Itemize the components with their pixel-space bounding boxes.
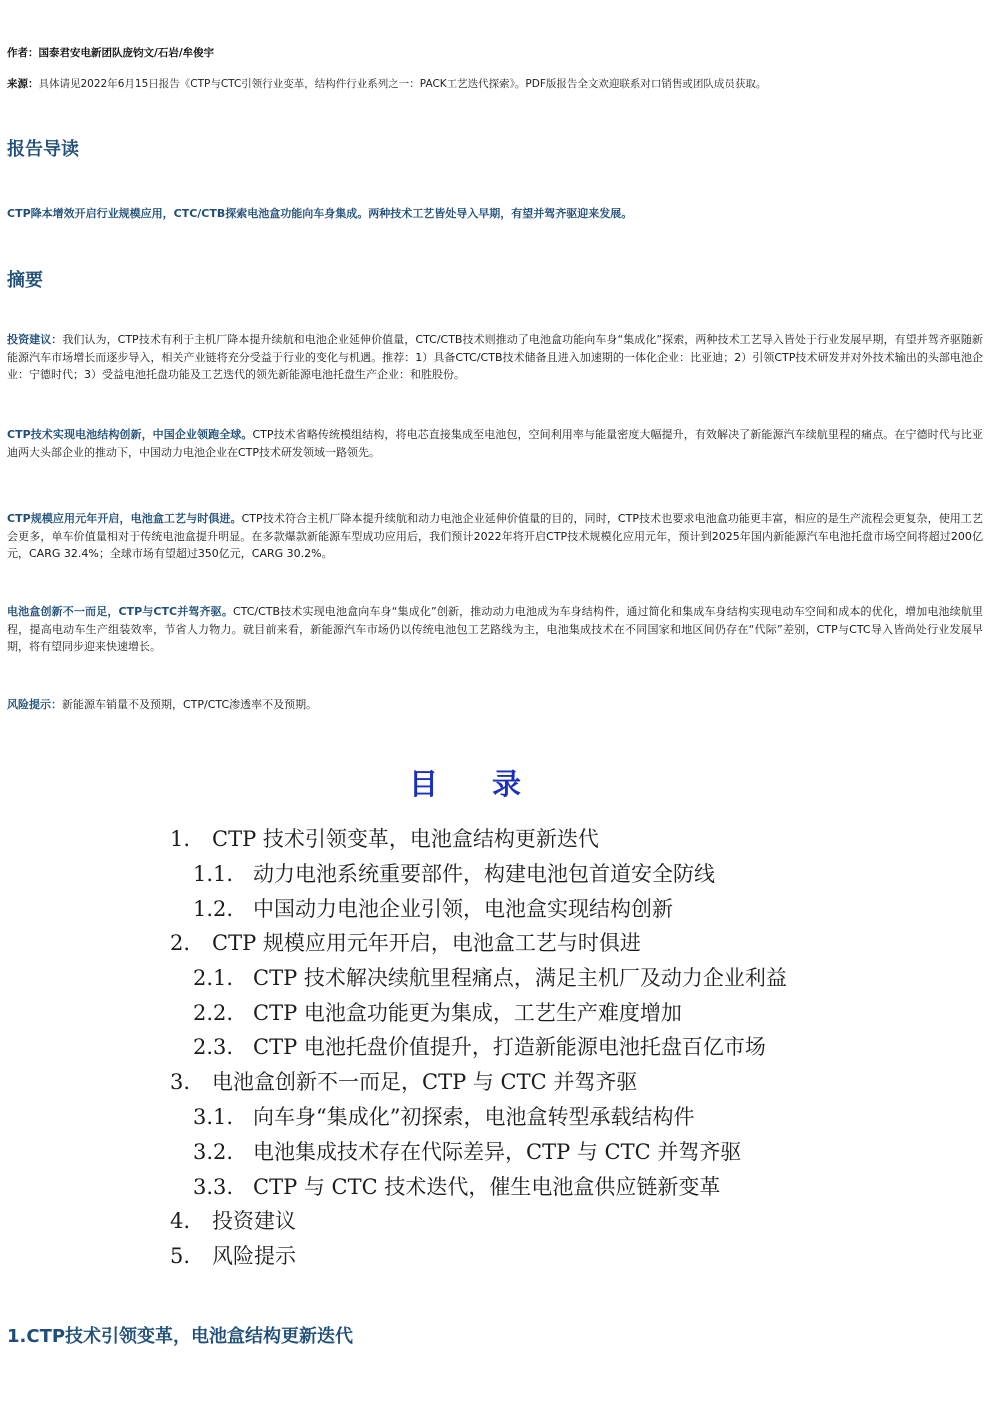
source-value: 具体请见2022年6月15日报告《CTP与CTC引领行业变革，结构件行业系列之一：PACK工艺迭代探索》。PDF版报告全文欢迎联系对口销售或团队成员获取。 bbox=[38, 78, 767, 90]
toc-number: 3. bbox=[170, 1070, 191, 1094]
para-keyword: 投资建议： bbox=[7, 333, 63, 346]
toc-number: 1. bbox=[170, 827, 191, 851]
guide-heading: 报告导读 bbox=[7, 139, 79, 160]
toc-number: 2.1. bbox=[193, 966, 234, 990]
toc-text: CTP 规模应用元年开启，电池盒工艺与时俱进 bbox=[212, 931, 641, 955]
summary-para-investment bbox=[7, 331, 983, 384]
toc-item-1-1[interactable] bbox=[193, 858, 715, 888]
para-text: CTC/CTB技术实现电池盒向车身“集成化”创新，推动动力电池成为车身结构件，通过简化和集成车身结构实现电动车空间和成本的优化，增加电池续航里程，提高电动车生产组装效率，节省人力物力。就目前来看，新能源汽车市场仍以传统电池包工艺路线为主，电池集成技术在不同国家和地区间仍存在“代际”差别，CTP与CTC导入皆尚处行业发展早期，将有望同步迎来快速增长。 bbox=[7, 605, 983, 653]
toc-number: 5. bbox=[170, 1244, 191, 1268]
para-keyword: 电池盒创新不一而足，CTP与CTC并驾齐驱。 bbox=[7, 605, 233, 618]
toc-text: 风险提示 bbox=[212, 1244, 296, 1268]
toc-number: 3.3. bbox=[193, 1175, 234, 1199]
para-keyword: CTP规模应用元年开启，电池盒工艺与时俱进。 bbox=[7, 512, 242, 525]
toc-item-1-2[interactable] bbox=[193, 893, 673, 923]
toc-number: 2.2. bbox=[193, 1001, 234, 1025]
toc-number: 2.3. bbox=[193, 1035, 234, 1059]
para-text: CTP技术省略传统模组结构，将电芯直接集成至电池包，空间利用率与能量密度大幅提升，有效解决了新能源汽车续航里程的痛点。在宁德时代与比亚迪两大头部企业的推动下，中国动力电池企业在CTP技术研发领域一路领先。 bbox=[7, 428, 983, 459]
toc-text: 动力电池系统重要部件，构建电池包首道安全防线 bbox=[253, 862, 715, 886]
summary-para-ctp-scale bbox=[7, 510, 983, 563]
para-text: 我们认为，CTP技术有利于主机厂降本提升续航和电池企业延伸价值量，CTC/CTB技术则推动了电池盒功能向车身“集成化”探索，两种技术工艺导入皆处于行业发展早期，有望并驾齐驱随新能源汽车市场增长而逐步导入，相关产业链将充分受益于行业的变化与机遇。推荐：1）具备CTC/CTB技术储备且进入加速期的一体化企业：比亚迪；2）引领CTP技术研发并对外技术输出的头部电池企业：宁德时代；3）受益电池托盘功能及工艺迭代的领先新能源电池托盘生产企业：和胜股份。 bbox=[7, 333, 983, 381]
section-1-heading: 1.CTP技术引领变革，电池盒结构更新迭代 bbox=[7, 1326, 354, 1347]
author-line bbox=[7, 46, 214, 60]
source-label: 来源： bbox=[7, 78, 39, 90]
toc-text: CTP 电池托盘价值提升，打造新能源电池托盘百亿市场 bbox=[253, 1035, 766, 1059]
toc-item-5[interactable] bbox=[170, 1240, 296, 1270]
author-value: 国泰君安电新团队庞钧文/石岩/牟俊宇 bbox=[38, 47, 215, 59]
para-text: CTP技术符合主机厂降本提升续航和动力电池企业延伸价值量的目的，同时，CTP技术也要求电池盒功能更丰富，相应的是生产流程会更复杂，使用工艺会更多，单车价值量相对于传统电池盒提升明显。在多款爆款新能源车型成功应用后，我们预计2022年将开启CTP技术规模化应用元年，预计到2025年国内新能源汽车电池托盘市场空间将超过200亿元，CARG 32.4%；全球市场有望超过350亿元，CARG 30.2%。 bbox=[7, 512, 984, 560]
toc-number: 3.1. bbox=[193, 1105, 234, 1129]
toc-item-2-1[interactable] bbox=[193, 962, 787, 992]
guide-lead: CTP降本增效开启行业规模应用，CTC/CTB探索电池盒功能向车身集成。两种技术工艺皆处导入早期，有望并驾齐驱迎来发展。 bbox=[7, 207, 633, 220]
author-label: 作者： bbox=[7, 47, 39, 59]
toc-item-3[interactable] bbox=[170, 1066, 637, 1096]
toc-title: 目 录 bbox=[408, 767, 544, 801]
para-keyword: CTP技术实现电池结构创新，中国企业领跑全球。 bbox=[7, 428, 253, 441]
toc-item-3-3[interactable] bbox=[193, 1171, 720, 1201]
toc-text: 电池盒创新不一而足，CTP 与 CTC 并驾齐驱 bbox=[212, 1070, 638, 1094]
toc-text: CTP 电池盒功能更为集成，工艺生产难度增加 bbox=[253, 1001, 682, 1025]
toc-text: CTP 与 CTC 技术迭代，催生电池盒供应链新变革 bbox=[253, 1175, 721, 1199]
toc-item-3-2[interactable] bbox=[193, 1136, 741, 1166]
para-text: 新能源车销量不及预期，CTP/CTC渗透率不及预期。 bbox=[62, 698, 318, 711]
toc-item-2[interactable] bbox=[170, 927, 641, 957]
toc-item-1[interactable] bbox=[170, 823, 599, 853]
toc-number: 4. bbox=[170, 1209, 191, 1233]
toc-text: CTP 技术解决续航里程痛点，满足主机厂及动力企业利益 bbox=[253, 966, 787, 990]
toc-text: 中国动力电池企业引领，电池盒实现结构创新 bbox=[253, 897, 673, 921]
summary-heading: 摘要 bbox=[7, 270, 43, 291]
toc-number: 3.2. bbox=[193, 1140, 234, 1164]
summary-para-ctp-innovation bbox=[7, 426, 983, 461]
toc-text: CTP 技术引领变革，电池盒结构更新迭代 bbox=[212, 827, 599, 851]
summary-para-ctp-ctc bbox=[7, 603, 983, 656]
toc-text: 电池集成技术存在代际差异，CTP 与 CTC 并驾齐驱 bbox=[253, 1140, 742, 1164]
toc-item-2-3[interactable] bbox=[193, 1031, 766, 1061]
toc-number: 1.2. bbox=[193, 897, 234, 921]
toc-text: 投资建议 bbox=[212, 1209, 296, 1233]
summary-para-risk bbox=[7, 696, 983, 714]
toc-text: 向车身“集成化”初探索，电池盒转型承载结构件 bbox=[253, 1105, 695, 1129]
toc-number: 2. bbox=[170, 931, 191, 955]
toc-item-3-1[interactable] bbox=[193, 1101, 694, 1131]
toc-number: 1.1. bbox=[193, 862, 234, 886]
source-line bbox=[7, 77, 766, 91]
para-keyword: 风险提示： bbox=[7, 698, 62, 711]
toc-item-2-2[interactable] bbox=[193, 997, 682, 1027]
toc-item-4[interactable] bbox=[170, 1205, 296, 1235]
